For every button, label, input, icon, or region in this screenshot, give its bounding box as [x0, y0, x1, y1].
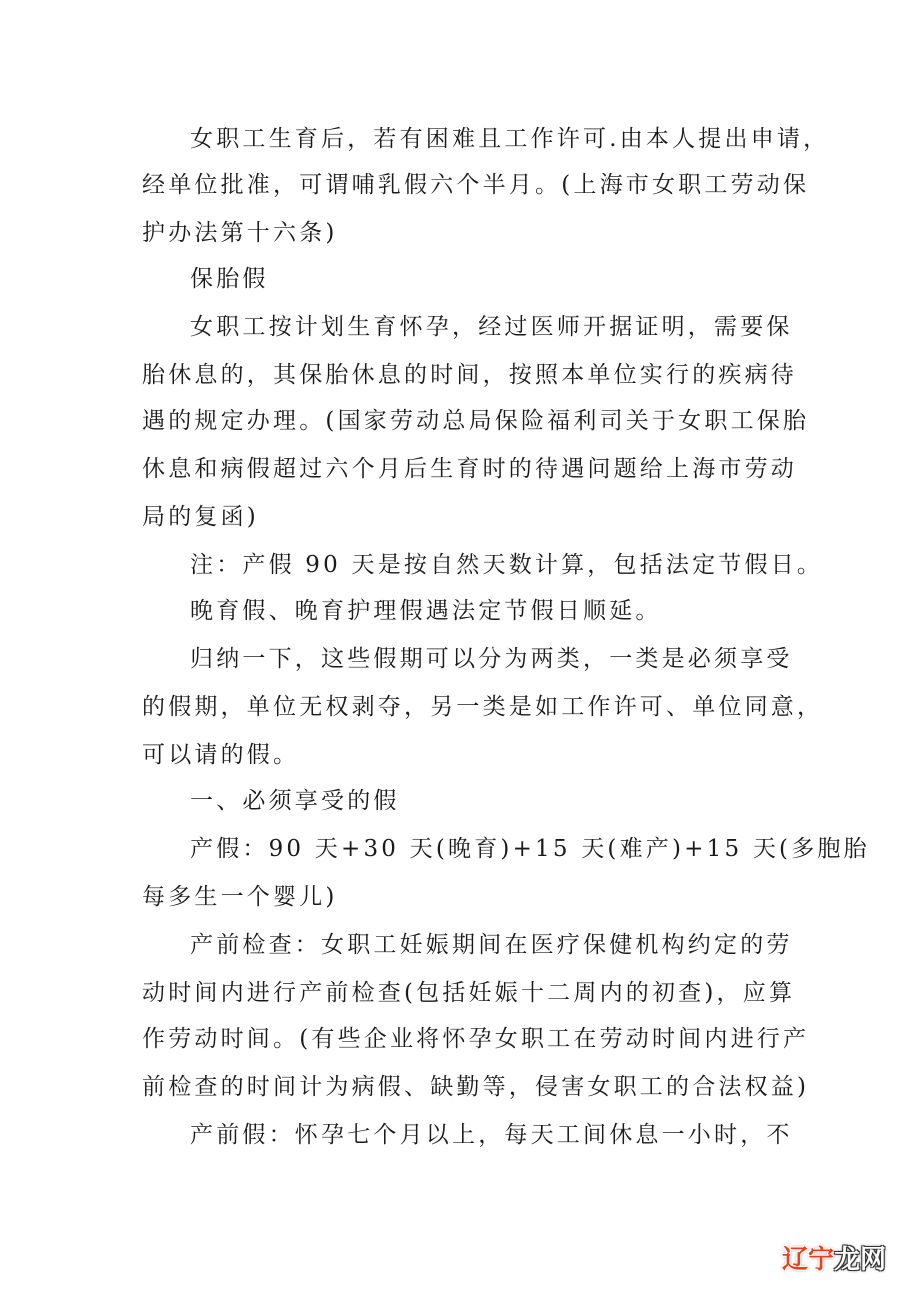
site-watermark-logo — [782, 1239, 886, 1276]
section-heading: 保胎假 — [190, 266, 269, 292]
text-line: 产前假：怀孕七个月以上，每天工间休息一小时，不 — [190, 1122, 793, 1148]
text-line: 可以请的假。 — [142, 742, 300, 768]
text-line: 胎休息的，其保胎休息的时间，按照本单位实行的疾病待 — [142, 362, 797, 388]
text-line: 的假期，单位无权剥夺，另一类是如工作许可、单位同意， — [142, 694, 824, 720]
text-line: 动时间内进行产前检查(包括妊娠十二周内的初查)，应算 — [142, 980, 796, 1006]
text-line: 每多生一个婴儿) — [142, 884, 338, 910]
text-line: 女职工按计划生育怀孕，经过医师开据证明，需要保 — [190, 314, 793, 340]
text-line: 作劳动时间。(有些企业将怀孕女职工在劳动时间内进行产 — [142, 1026, 810, 1052]
note-line: 注：产假 90 天是按自然天数计算，包括法定节假日。 — [190, 552, 824, 578]
text-line: 休息和病假超过六个月后生育时的待遇问题给上海市劳动 — [142, 456, 797, 482]
text-line: 产假：90 天+30 天(晚育)+15 天(难产)+15 天(多胞胎 — [190, 836, 870, 862]
watermark-red-text: 辽宁 — [781, 1245, 834, 1275]
text-line: 归纳一下，这些假期可以分为两类，一类是必须享受 — [190, 646, 793, 672]
text-line: 局的复函) — [142, 504, 259, 530]
watermark-white-text: 龙网 — [833, 1245, 886, 1275]
text-line: 经单位批准，可谓哺乳假六个半月。(上海市女职工劳动保 — [142, 172, 810, 198]
text-line: 产前检查：女职工妊娠期间在医疗保健机构约定的劳 — [190, 932, 793, 958]
section-heading: 一、必须享受的假 — [190, 788, 400, 814]
text-line: 前检查的时间计为病假、缺勤等，侵害女职工的合法权益) — [142, 1074, 810, 1100]
text-line: 女职工生育后，若有困难且工作许可.由本人提出申请， — [190, 126, 830, 152]
text-line: 遇的规定办理。(国家劳动总局保险福利司关于女职工保胎 — [142, 408, 810, 434]
text-line: 护办法第十六条) — [142, 220, 338, 246]
note-line: 晚育假、晚育护理假遇法定节假日顺延。 — [190, 598, 662, 624]
